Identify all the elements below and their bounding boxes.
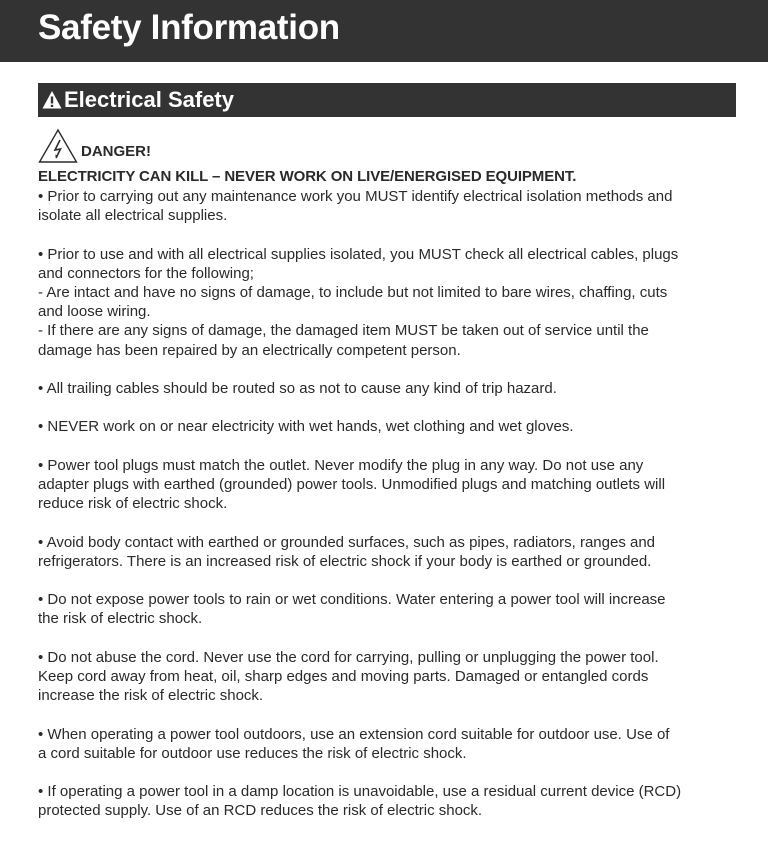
- paragraph-line: • Do not abuse the cord. Never use the cord for carrying, pulling or unplugging the power tool.: [38, 648, 659, 666]
- safety-paragraph: [38, 590, 738, 628]
- warning-triangle-icon: [42, 90, 62, 110]
- paragraph-line: • Prior to carrying out any maintenance work you MUST identify electrical isolation methods and: [38, 188, 673, 205]
- page-header: [0, 0, 768, 62]
- page-title: Safety Information: [38, 8, 340, 47]
- safety-paragraph: [38, 725, 738, 763]
- safety-paragraph: [38, 187, 738, 225]
- paragraph-line: • Do not expose power tools to rain or wet conditions. Water entering a power tool will increase: [38, 591, 666, 609]
- high-voltage-triangle-icon: [38, 128, 78, 164]
- safety-paragraph: [38, 379, 738, 398]
- safety-content: [38, 167, 738, 840]
- paragraph-line: • Prior to use and with all electrical supplies isolated, you MUST check all electrical cables, plugs: [38, 245, 679, 263]
- danger-label: DANGER!: [81, 143, 151, 160]
- danger-notice: [38, 128, 151, 164]
- paragraph-line: reduce risk of electric shock.: [38, 495, 228, 513]
- safety-paragraph: [38, 245, 738, 360]
- paragraph-line: Keep cord away from heat, oil, sharp edges and moving parts. Damaged or entangled cords: [38, 667, 649, 685]
- paragraph-line: • NEVER work on or near electricity with wet hands, wet clothing and wet gloves.: [38, 418, 574, 436]
- paragraph-line: • When operating a power tool outdoors, use an extension cord suitable for outdoor use. Use of: [38, 725, 670, 743]
- safety-paragraph: [38, 417, 738, 436]
- safety-paragraph: [38, 533, 738, 571]
- paragraph-line: adapter plugs with earthed (grounded) power tools. Unmodified plugs and matching outlets will: [38, 475, 666, 493]
- paragraph-line: - Are intact and have no signs of damage, to include but not limited to bare wires, chaffing, cuts: [38, 284, 668, 301]
- paragraph-line: protected supply. Use of an RCD reduces the risk of electric shock.: [38, 802, 483, 820]
- safety-paragraph: [38, 648, 738, 706]
- paragraph-line: increase the risk of electric shock.: [38, 687, 264, 705]
- paragraph-line: isolate all electrical supplies.: [38, 207, 228, 225]
- paragraph-line: damage has been repaired by an electrically competent person.: [38, 341, 461, 359]
- safety-paragraph: [38, 456, 738, 514]
- paragraph-line: - If there are any signs of damage, the damaged item MUST be taken out of service until the: [38, 322, 649, 340]
- section-title: Electrical Safety: [64, 87, 234, 112]
- paragraph-line: a cord suitable for outdoor use reduces the risk of electric shock.: [38, 744, 467, 762]
- paragraph-line: • Power tool plugs must match the outlet. Never modify the plug in any way. Do not use any: [38, 456, 644, 474]
- section-heading-bar: [38, 83, 736, 117]
- paragraph-line: • Avoid body contact with earthed or grounded surfaces, such as pipes, radiators, ranges and: [38, 533, 656, 551]
- danger-headline: ELECTRICITY CAN KILL – NEVER WORK ON LIVE/ENERGISED EQUIPMENT.: [38, 168, 577, 185]
- paragraph-line: and loose wiring.: [38, 303, 151, 321]
- paragraph-line: and connectors for the following;: [38, 264, 254, 282]
- paragraph-line: • All trailing cables should be routed so as not to cause any kind of trip hazard.: [38, 380, 557, 397]
- paragraph-line: refrigerators. There is an increased risk of electric shock if your body is earthed or grounded.: [38, 552, 652, 570]
- paragraph-line: • If operating a power tool in a damp location is unavoidable, use a residual current device (RCD): [38, 783, 682, 801]
- paragraph-line: the risk of electric shock.: [38, 610, 203, 628]
- safety-paragraph: [38, 782, 738, 820]
